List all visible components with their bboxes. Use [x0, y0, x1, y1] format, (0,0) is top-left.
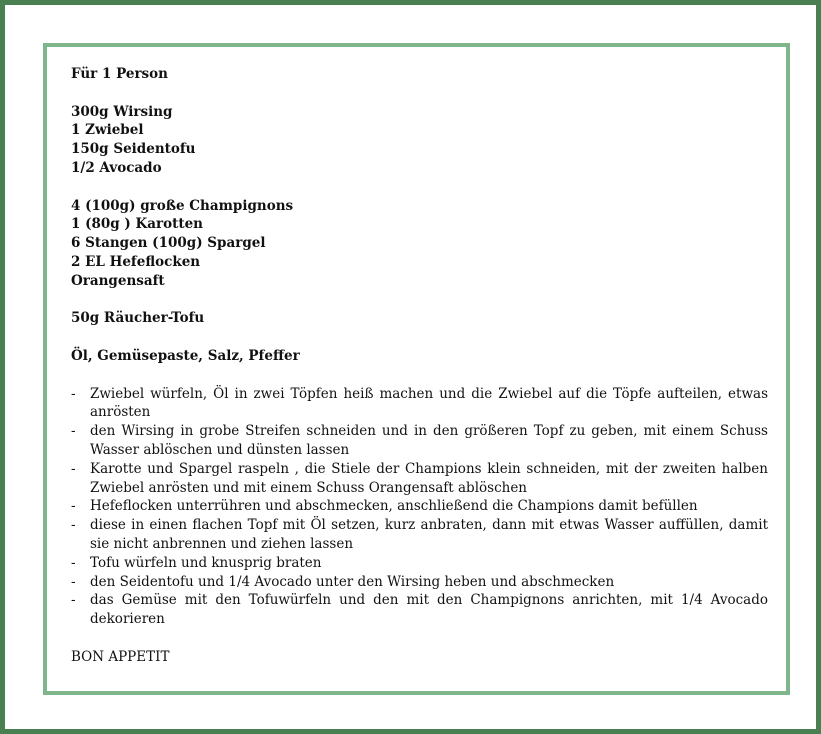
step-text: Tofu würfeln und knusprig braten — [90, 554, 322, 571]
step-item — [71, 516, 768, 554]
step-item — [71, 554, 768, 573]
step-text: das Gemüse mit den Tofuwürfeln und den mit den Champignons anrichten, mit 1/4 Avocado dekorieren — [90, 592, 768, 628]
bullet-dash: - — [71, 554, 76, 571]
ingredient-item: 1 Zwiebel — [71, 122, 144, 139]
step-item — [71, 460, 768, 498]
serves-heading: Für 1 Person — [71, 66, 168, 82]
ingredient-group-3 — [71, 309, 768, 328]
step-item — [71, 497, 768, 516]
bullet-dash: - — [71, 423, 76, 440]
ingredient-item: 1/2 Avocado — [71, 159, 162, 176]
step-text: Hefeflocken unterrühren und abschmecken, anschließend die Champions damit befüllen — [90, 498, 698, 515]
recipe-content — [71, 65, 768, 667]
ingredient-item: Orangensaft — [71, 272, 165, 289]
ingredient-group-1 — [71, 103, 768, 178]
ingredient-item: 150g Seidentofu — [71, 141, 196, 158]
bullet-dash: - — [71, 517, 76, 534]
ingredient-group-4 — [71, 347, 768, 366]
bullet-dash: - — [71, 573, 76, 590]
bullet-dash: - — [71, 385, 76, 402]
closing-text: BON APPETIT — [71, 648, 170, 665]
ingredient-item: 4 (100g) große Champignons — [71, 197, 294, 214]
ingredient-item: 50g Räucher-Tofu — [71, 310, 205, 327]
step-item — [71, 385, 768, 423]
step-item — [71, 573, 768, 592]
recipe-card — [43, 43, 790, 695]
ingredient-item: 300g Wirsing — [71, 103, 173, 120]
ingredient-item: 1 (80g ) Karotten — [71, 216, 203, 233]
ingredient-item: 6 Stangen (100g) Spargel — [71, 235, 266, 252]
ingredient-item: 2 EL Hefeflocken — [71, 253, 201, 270]
step-text: Karotte und Spargel raspeln , die Stiele der Champions klein schneiden, mit der zweiten halben Zwiebel anrösten und mit einem Schuss Orangensaft ablöschen — [90, 460, 768, 496]
step-text: den Wirsing in grobe Streifen schneiden und in den größeren Topf zu geben, mit einem Schuss Wasser ablöschen und dünsten lassen — [90, 423, 768, 458]
bullet-dash: - — [71, 460, 76, 477]
step-text: Zwiebel würfeln, Öl in zwei Töpfen heiß machen und die Zwiebel auf die Töpfe aufteilen, etwas anrösten — [90, 385, 768, 421]
step-item — [71, 422, 768, 460]
step-item — [71, 591, 768, 629]
ingredient-item: Öl, Gemüsepaste, Salz, Pfeffer — [71, 347, 300, 364]
bullet-dash: - — [71, 592, 76, 609]
preparation-steps — [71, 385, 768, 629]
step-text: den Seidentofu und 1/4 Avocado unter den Wirsing heben und abschmecken — [90, 573, 615, 590]
ingredient-group-2 — [71, 197, 768, 291]
bullet-dash: - — [71, 498, 76, 515]
step-text: diese in einen flachen Topf mit Öl setzen, kurz anbraten, dann mit etwas Wasser auffüllen, damit sie nicht anbrennen und ziehen lassen — [90, 517, 768, 552]
